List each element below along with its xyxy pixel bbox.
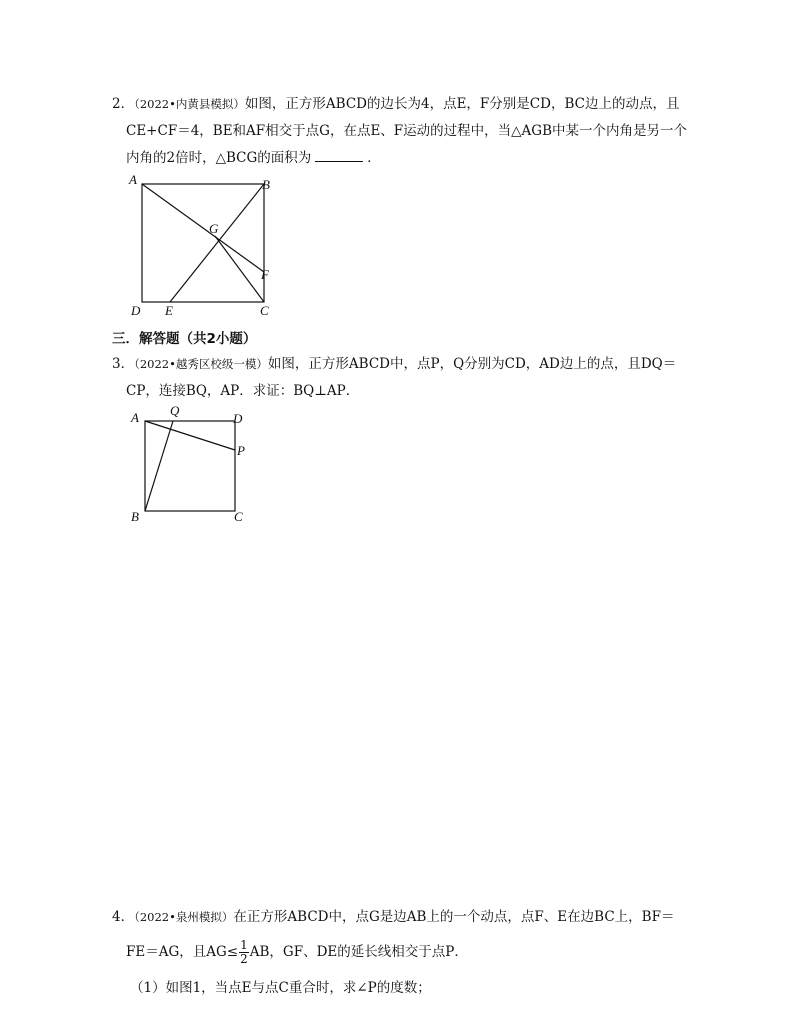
q2-line-1 [112,95,679,113]
q2-line-af [142,184,264,272]
q4-fraction-numerator: 1 [240,938,248,952]
q2-text-1: 如图，正方形ABCD的边长为4，点E，F分别是CD，BC边上的动点，且 [244,96,680,112]
q4-line-2 [126,938,468,966]
q2-label-e: E [165,303,173,318]
q2-label-a: A [129,172,137,187]
section-title: 三．解答题（共2小题） [112,331,257,347]
q4-text-2b: AB，GF、DE的延长线相交于点P． [249,944,468,960]
q4-line-1 [112,908,674,926]
q4-line-3: （1）如图1，当点E与点C重合时，求∠P的度数； [130,980,431,996]
q3-line-bq [145,421,173,511]
q2-answer-blank[interactable] [315,149,363,162]
q2-label-g: G [209,221,219,236]
q4-source: （2022•泉州模拟） [134,910,234,924]
q2-square [142,184,264,302]
q3-label-b: B [131,509,139,524]
q2-number: 2． [112,96,135,112]
q2-label-d: D [131,303,141,318]
q3-label-q: Q [170,403,180,418]
q3-label-p: P [237,443,245,458]
q3-label-a: A [131,410,139,425]
q2-line-3 [126,149,381,167]
q4-text-1: 在正方形ABCD中，点G是边AB上的一个动点，点F、E在边BC上，BF＝ [233,909,675,925]
q3-number: 3． [112,356,135,372]
q2-line-gc [215,236,264,302]
q3-text-1: 如图，正方形ABCD中，点P，Q分别为CD，AD边上的点，且DQ＝ [267,356,677,372]
q4-fraction-denominator: 2 [240,952,248,966]
q2-line-be [170,184,264,302]
q3-label-d: D [233,411,243,426]
q3-figure [125,404,255,526]
q2-label-c: C [260,303,269,318]
q2-label-f: F [261,267,269,282]
q4-fraction [239,939,249,966]
q4-number: 4． [112,909,135,925]
q3-source: （2022•越秀区校级一模） [134,357,268,371]
q4-text-2a: FE＝AG，且AG≤ [126,944,239,960]
q2-line-2: CE+CF＝4，BE和AF相交于点G，在点E、F运动的过程中，当△AGB中某一个内角是另一个 [126,123,688,139]
q3-line-1 [112,355,676,373]
q2-text-3b: ． [367,150,381,166]
q2-figure [125,172,285,322]
q3-line-ap [145,421,235,450]
q2-label-b: B [262,177,270,192]
q3-line-2: CP，连接BQ，AP．求证：BQ⊥AP． [126,383,360,399]
q2-text-3a: 内角的2倍时，△BCG的面积为 [126,150,312,166]
q3-label-c: C [234,509,243,524]
q2-source: （2022•内黄县模拟） [134,97,245,111]
